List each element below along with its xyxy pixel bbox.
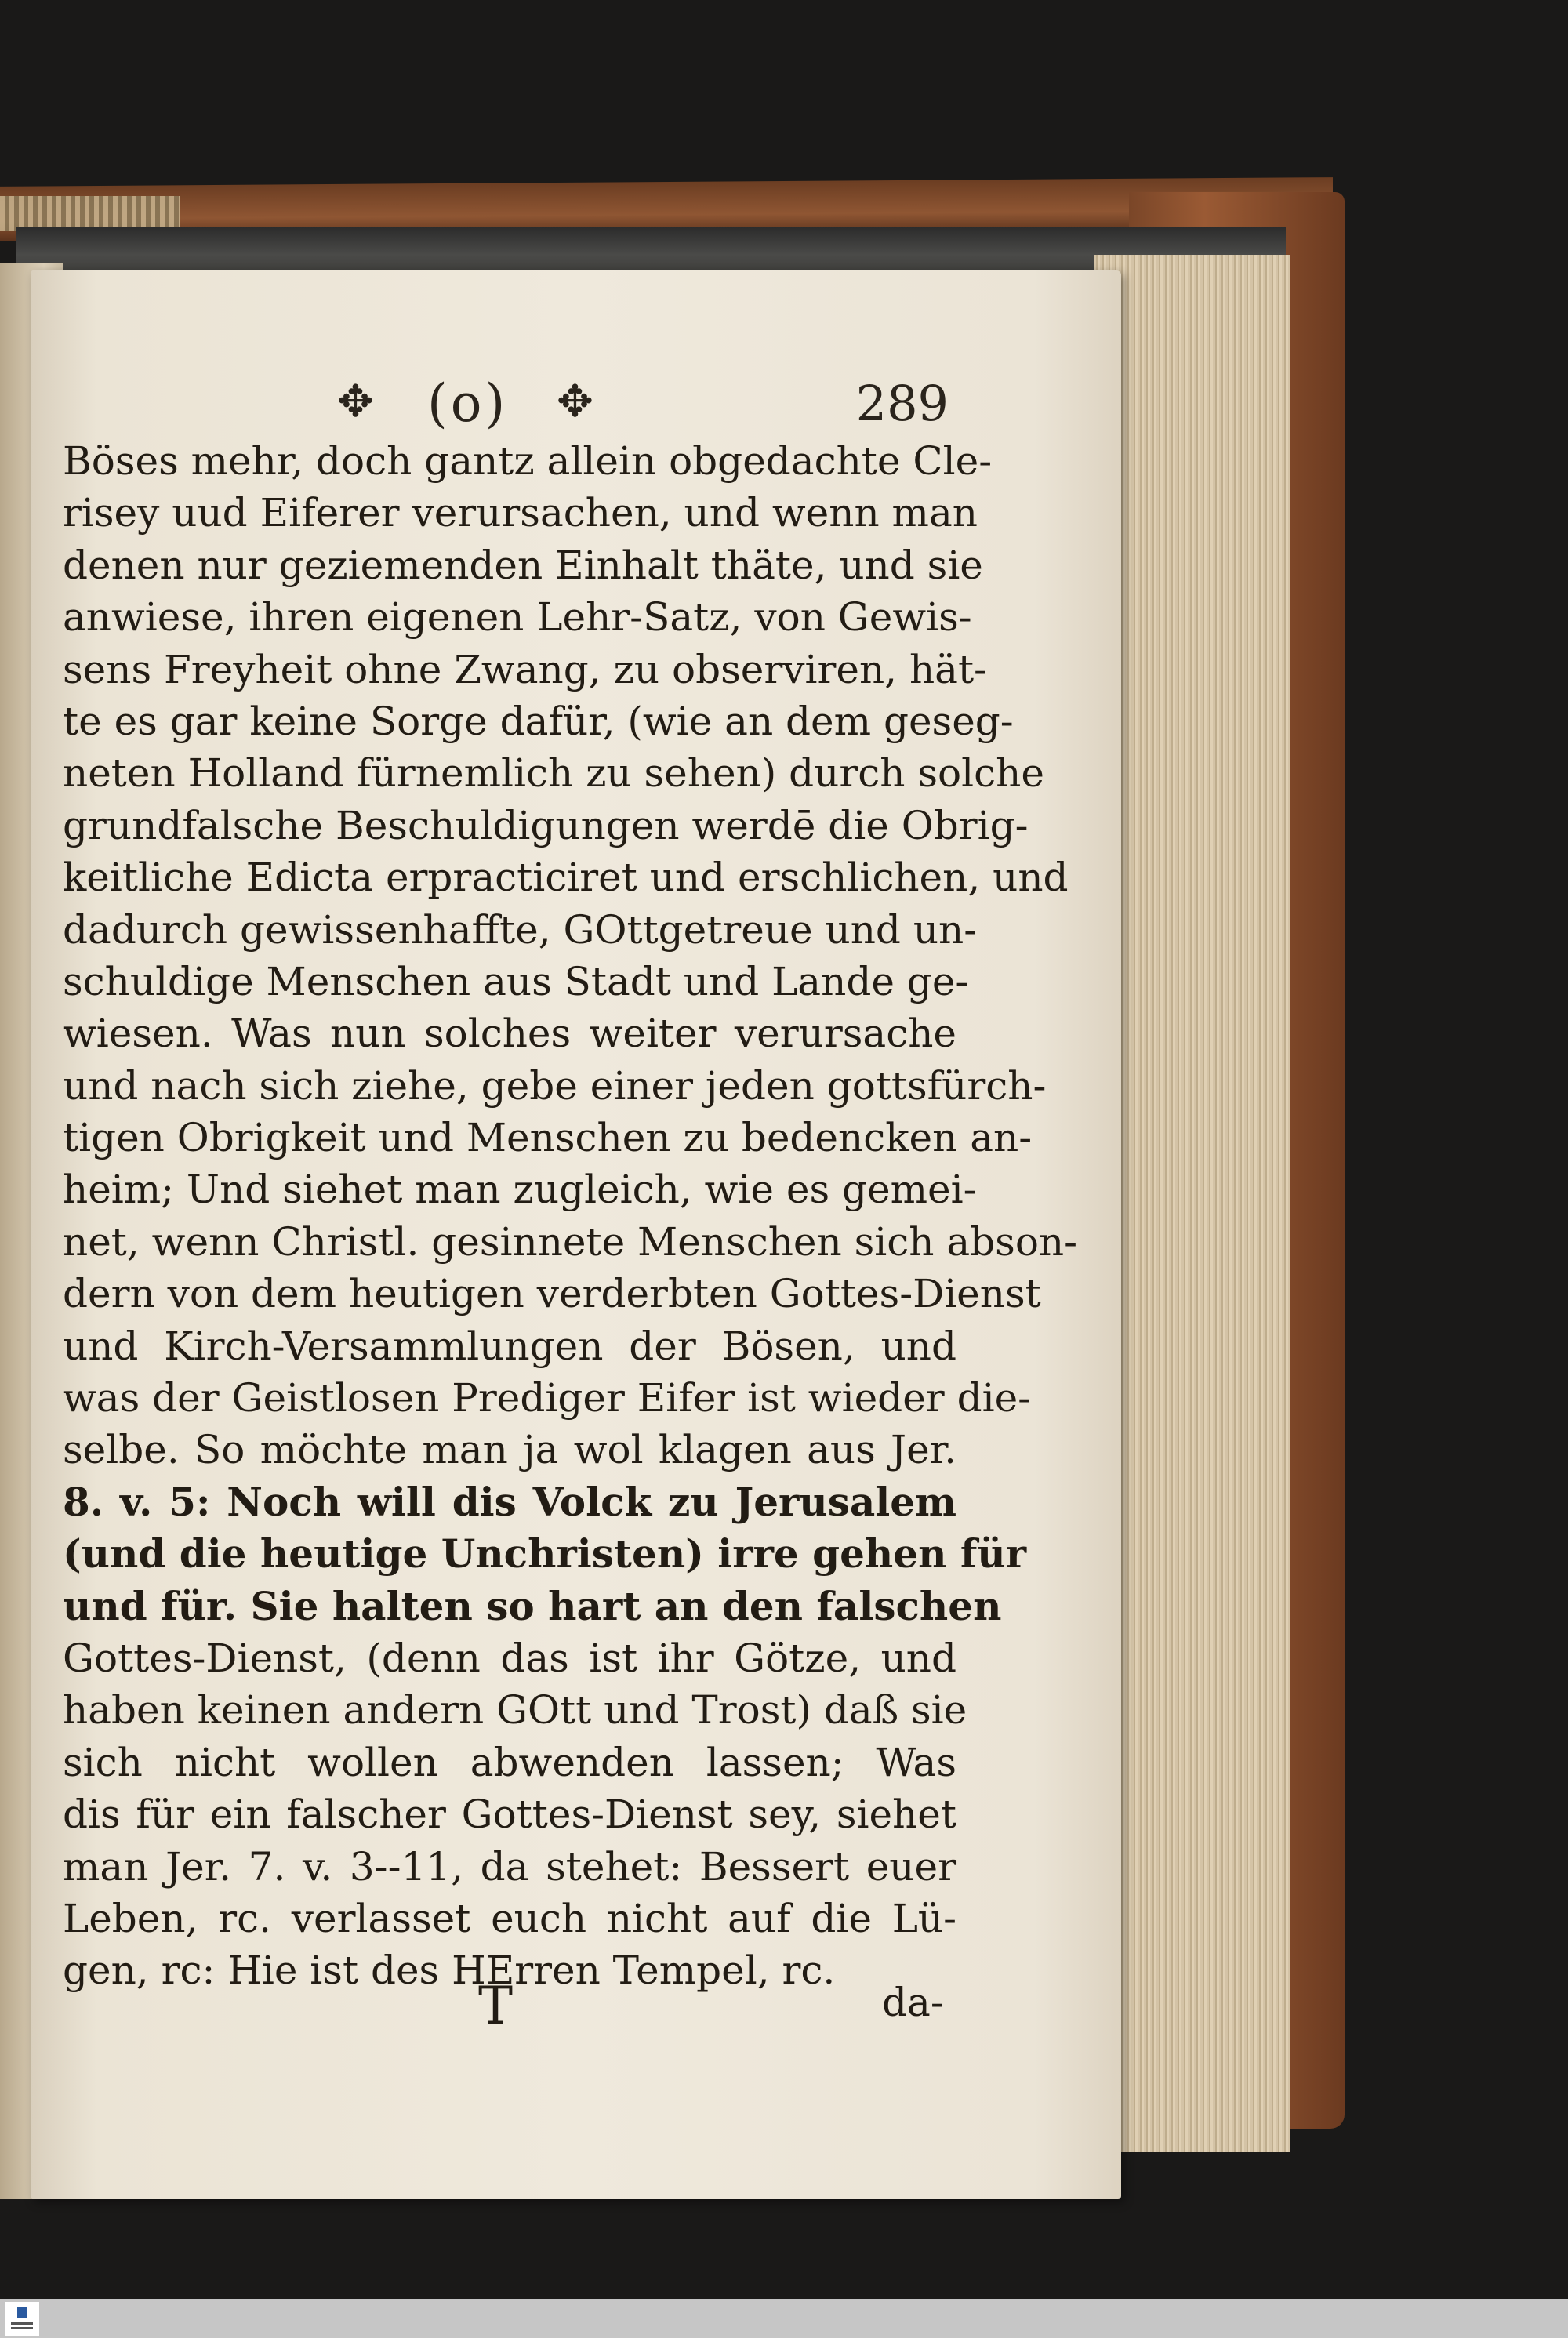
fleuron-left-icon: ✥ <box>337 376 374 427</box>
text-line: tigen Obrigkeit und Menschen zu bedencken an- <box>63 1115 1033 1161</box>
text-line: 8. v. 5: Noch will dis Volck zu Jerusalem <box>63 1478 956 1525</box>
catchword: da- <box>882 1980 944 2025</box>
page-number: 289 <box>855 375 949 432</box>
text-line: sens Freyheit ohne Zwang, zu observiren, hät- <box>63 646 987 692</box>
text-line: keitliche Edicta erpracticiret und erschlichen, und <box>63 855 1069 901</box>
text-line: und Kirch-Versammlungen der Bösen, und <box>63 1323 956 1369</box>
text-line: und für. Sie halten so hart an den falschen <box>63 1582 1002 1629</box>
text-line: risey uud Eiferer verursachen, und wenn man <box>63 490 978 536</box>
text-line: heim; Und siehet man zugleich, wie es gemei- <box>63 1167 977 1213</box>
text-line: man Jer. 7. v. 3--11, da stehet: Bessert euer <box>63 1843 956 1890</box>
text-line: Leben, rc. verlasset euch nicht auf die Lü- <box>63 1895 956 1941</box>
fleuron-right-icon: ✥ <box>557 376 593 427</box>
text-line: neten Holland fürnemlich zu sehen) durch solche <box>63 750 1044 797</box>
logo-line <box>11 2322 33 2325</box>
text-line: denen nur geziemenden Einhalt thäte, und sie <box>63 542 983 588</box>
text-line: Böses mehr, doch gantz allein obgedachte Cle- <box>63 438 993 484</box>
text-line: haben keinen andern GOtt und Trost) daß sie <box>63 1687 967 1734</box>
text-line: dadurch gewissenhaffte, GOttgetreue und un- <box>63 906 978 953</box>
text-line: und nach sich ziehe, gebe einer jeden gottsfürch- <box>63 1062 1047 1109</box>
body-text <box>63 435 1078 1997</box>
text-line: grundfalsche Beschuldigungen werdē die Obrig- <box>63 802 1029 848</box>
text-line: sich nicht wollen abwenden lassen; Was <box>63 1739 956 1785</box>
text-line: net, wenn Christl. gesinnete Menschen sich abson- <box>63 1218 1078 1265</box>
text-line: Gottes-Dienst, (denn das ist ihr Götze, und <box>63 1635 956 1681</box>
text-line: selbe. So möchte man ja wol klagen aus Jer. <box>63 1427 956 1473</box>
text-line: dern von dem heutigen verderbten Gottes-Dienst <box>63 1271 1041 1317</box>
text-line: schuldige Menschen aus Stadt und Lande ge- <box>63 958 969 1004</box>
text-line: was der Geistlosen Prediger Eifer ist wieder die- <box>63 1375 1032 1421</box>
logo-line <box>11 2327 33 2329</box>
book-headband <box>0 196 180 231</box>
text-line: wiesen. Was nun solches weiter verursache <box>63 1011 956 1057</box>
page-fore-edge <box>1094 255 1290 2152</box>
text-line: te es gar keine Sorge dafür, (wie an dem geseg- <box>63 698 1014 744</box>
text-line: dis für ein falscher Gottes-Dienst sey, siehet <box>63 1792 956 1838</box>
viewer-bottom-bar <box>0 2299 1568 2338</box>
text-line: (und die heutige Unchristen) irre gehen für <box>63 1530 1027 1577</box>
text-line: gen, rc: Hie ist des HErren Tempel, rc. <box>63 1948 836 1994</box>
text-line: anwiese, ihren eigenen Lehr-Satz, von Gewis- <box>63 594 972 641</box>
running-header <box>337 368 949 439</box>
logo-emblem <box>17 2307 27 2318</box>
library-logo-icon <box>5 2302 39 2336</box>
signature-mark: T <box>478 1976 514 2036</box>
running-head-mark: (o) <box>427 373 509 434</box>
